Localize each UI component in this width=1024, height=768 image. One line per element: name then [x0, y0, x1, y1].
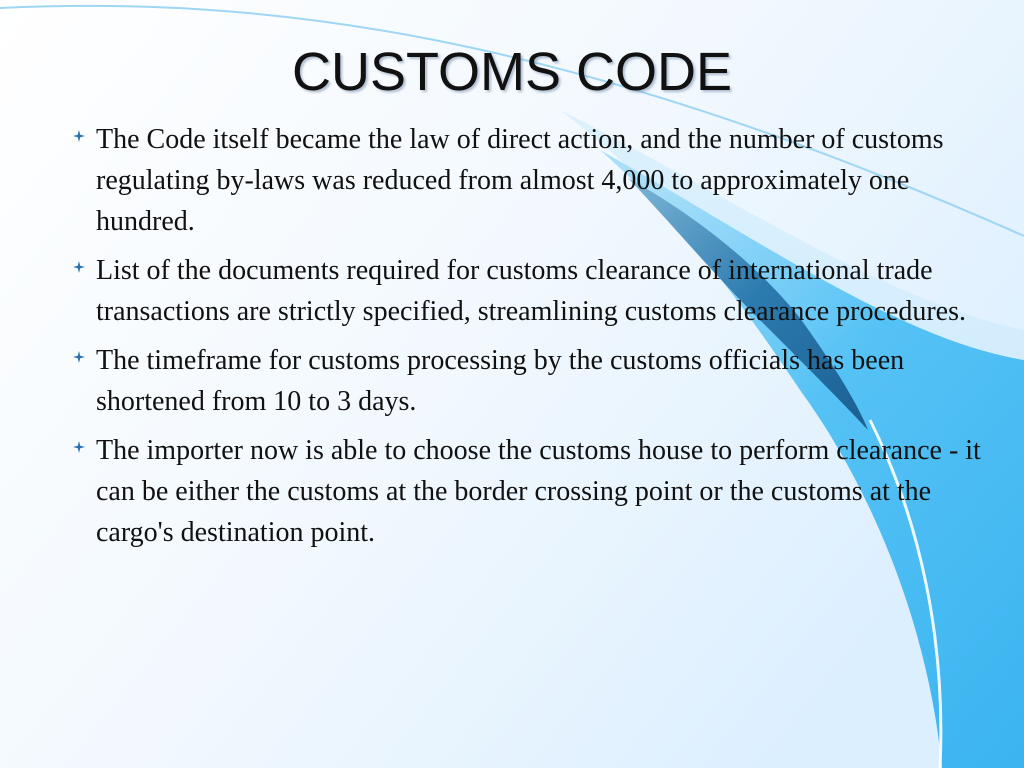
four-point-star-icon — [72, 260, 86, 274]
slide-title: CUSTOMS CODE — [291, 42, 733, 102]
bullet-item — [72, 119, 992, 242]
bullet-item — [72, 430, 992, 553]
bullet-item — [72, 340, 992, 422]
bullet-text: The Code itself became the law of direct action, and the number of customs regulating by-laws was reduced from almost 4,000 to approximately one hundred. — [96, 124, 944, 237]
bullet-list — [72, 119, 992, 561]
bullet-text: The importer now is able to choose the customs house to perform clearance - it can be either the customs at the border crossing point or the customs at the cargo's destination point. — [96, 435, 981, 548]
four-point-star-icon — [72, 440, 86, 454]
bullet-item — [72, 250, 992, 332]
bullet-text: List of the documents required for customs clearance of international trade transactions are strictly specified, streamlining customs clearance procedures. — [96, 255, 966, 327]
four-point-star-icon — [72, 129, 86, 143]
four-point-star-icon — [72, 350, 86, 364]
bullet-text: The timeframe for customs processing by the customs officials has been shortened from 10 to 3 days. — [96, 345, 905, 417]
